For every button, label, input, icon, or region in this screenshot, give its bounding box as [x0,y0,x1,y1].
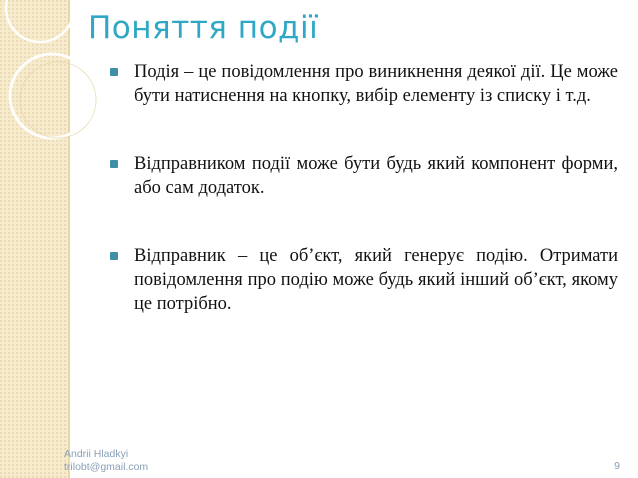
footer-author-name: Andrii Hladkyi [64,448,129,460]
bullet-item [106,152,618,200]
bullet-text: Відправник – це об’єкт, який генерує подію. Отримати повідомлення про подію може будь який інший об’єкт, якому це потрібно. [134,246,618,314]
footer [64,448,148,474]
footer-email: trilobt@gmail.com [64,461,149,473]
bullet-text: Подія – це повідомлення про виникнення деякої дії. Це може бути натиснення на кнопку, вибір елементу із списку і т.д. [134,62,618,106]
page-number: 9 [614,460,620,472]
bullet-square-icon [110,252,118,260]
bullet-list [106,60,618,316]
slide-title: Поняття події [88,10,319,46]
bullet-square-icon [110,68,118,76]
bullet-item [106,244,618,316]
bullet-item [106,60,618,108]
bullet-square-icon [110,160,118,168]
bullet-text: Відправником події може бути будь який компонент форми, або сам додаток. [134,154,618,198]
